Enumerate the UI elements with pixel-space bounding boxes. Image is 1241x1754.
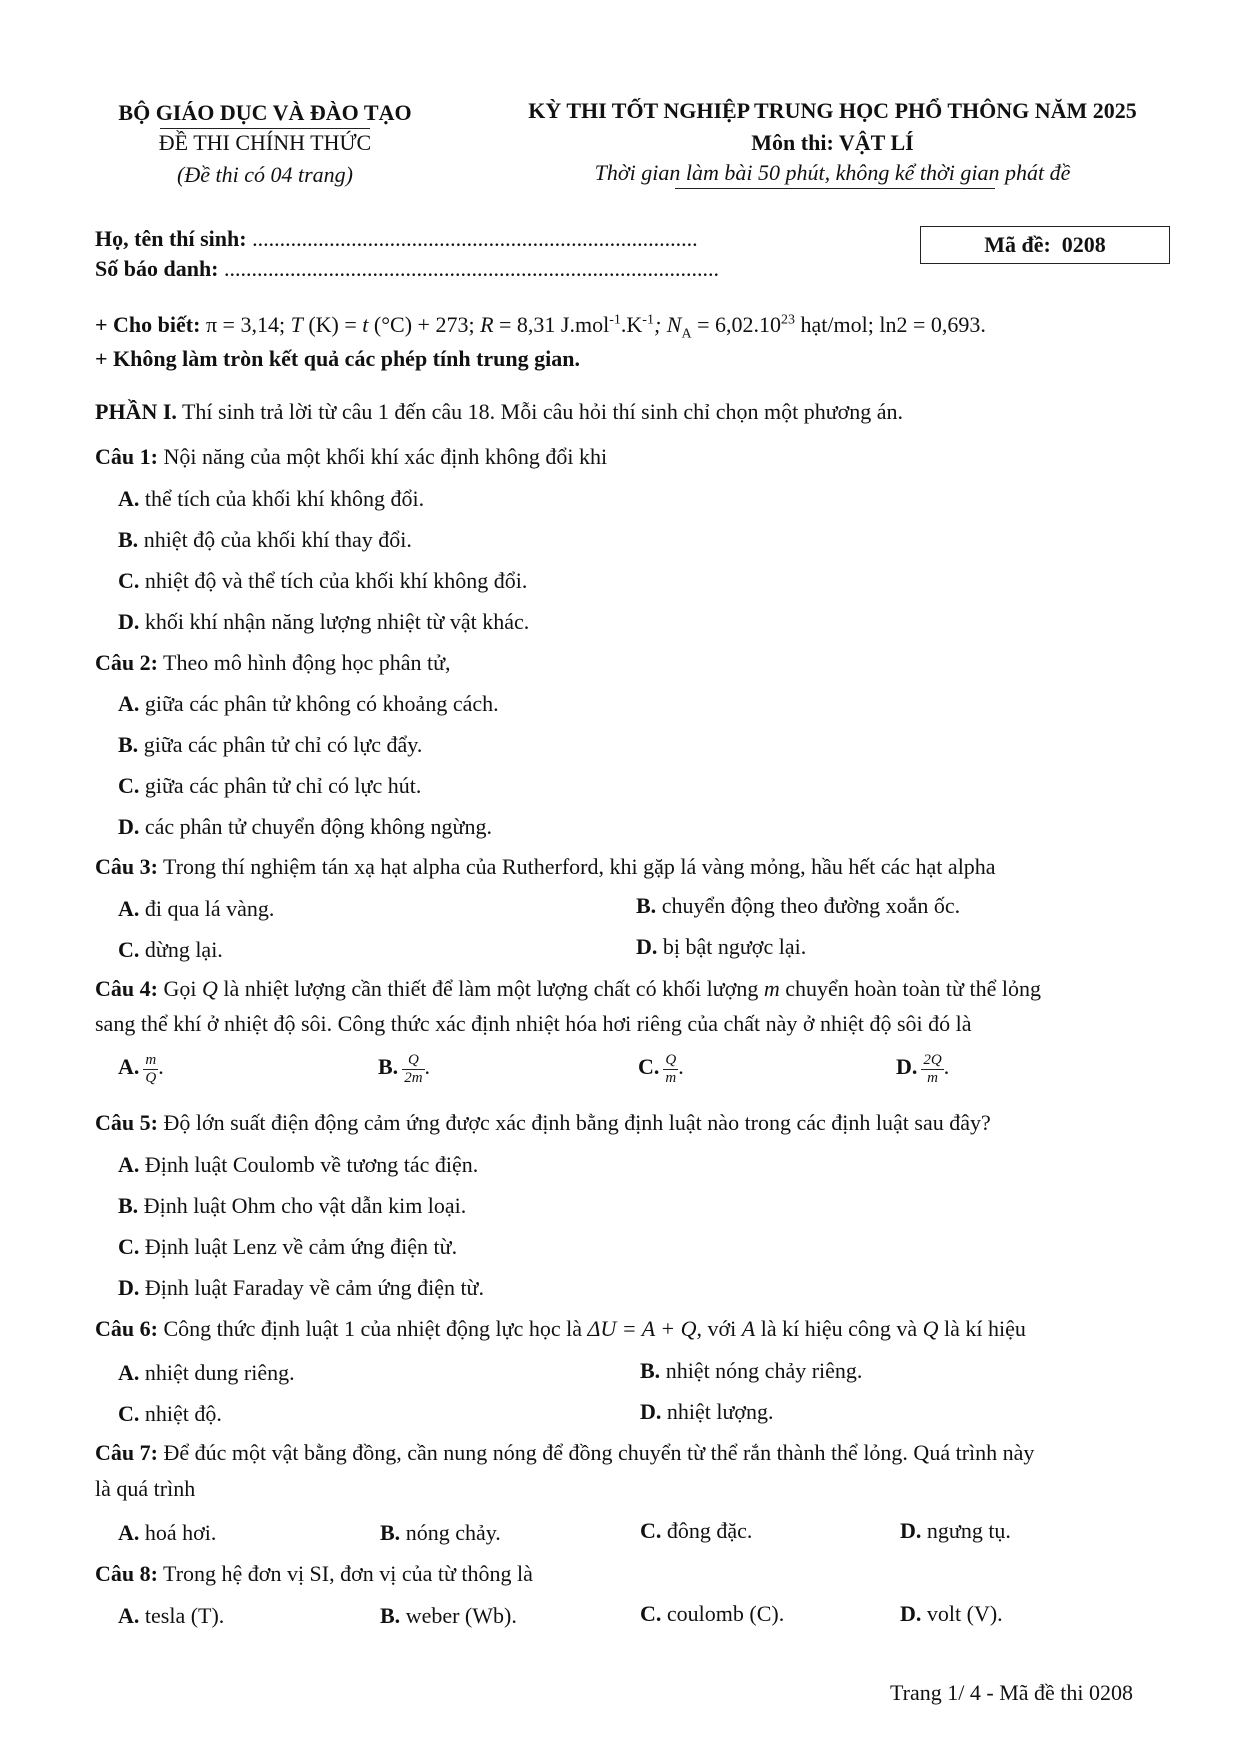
option-text: bị bật ngược lại. xyxy=(662,934,807,959)
question-text: , với xyxy=(696,1316,742,1341)
page-footer: Trang 1/ 4 - Mã đề thi 0208 xyxy=(890,1680,1134,1705)
option-text: dừng lại. xyxy=(144,937,223,962)
option-text: các phân tử chuyển động không ngừng. xyxy=(144,814,492,839)
q2-option-d xyxy=(118,814,492,840)
option-letter: D. xyxy=(640,1399,662,1424)
q6-option-b xyxy=(640,1358,862,1384)
q4-option-c xyxy=(638,1052,684,1086)
candidate-id-row xyxy=(95,256,719,282)
question-label: Câu 2: xyxy=(95,650,158,675)
option-letter: A. xyxy=(118,691,140,716)
question-text: Công thức định luật 1 của nhiệt động lực học là xyxy=(157,1316,588,1341)
question-5-stem xyxy=(95,1110,991,1136)
givens-sup1: -1 xyxy=(609,312,621,328)
givens-pi: π = 3,14; xyxy=(200,312,291,337)
givens-exp: 23 xyxy=(781,312,795,328)
option-text: Định luật Ohm cho vật dẫn kim loại. xyxy=(143,1193,467,1218)
question-7-stem-line2: là quá trình xyxy=(95,1476,196,1501)
option-text: giữa các phân tử chỉ có lực đẩy. xyxy=(143,732,423,757)
question-text: là kí hiệu xyxy=(938,1316,1026,1341)
q1-option-a xyxy=(118,486,424,512)
question-text: là kí hiệu công và xyxy=(755,1316,923,1341)
option-text: chuyển động theo đường xoắn ốc. xyxy=(661,893,961,918)
givens-R-val: = 8,31 J.mol xyxy=(493,312,610,337)
candidate-id-dots: .......................................................................................... xyxy=(224,256,720,281)
question-text: Gọi xyxy=(157,976,202,1001)
question-text: Trong hệ đơn vị SI, đơn vị của từ thông là xyxy=(157,1561,533,1586)
option-letter: A. xyxy=(118,1054,140,1080)
q8-option-d xyxy=(900,1601,1003,1627)
option-letter: B. xyxy=(640,1358,661,1383)
fraction-numerator: Q xyxy=(665,1052,677,1068)
q4-option-d xyxy=(896,1052,949,1086)
period: . xyxy=(158,1054,164,1080)
givens-line xyxy=(95,312,986,342)
q3-option-a xyxy=(118,896,274,922)
q3-option-c xyxy=(118,937,223,963)
question-8-stem xyxy=(95,1561,533,1587)
question-3-stem xyxy=(95,854,996,880)
q5-option-d xyxy=(118,1275,484,1301)
q8-option-b xyxy=(380,1603,517,1629)
part1-instruction xyxy=(95,399,903,425)
fraction-numerator: 2Q xyxy=(923,1052,942,1068)
question-text: Nội năng của một khối khí xác định không đổi khi xyxy=(157,444,608,469)
option-letter: C. xyxy=(118,1401,140,1426)
option-letter: C. xyxy=(118,568,140,593)
option-text: ngưng tụ. xyxy=(926,1518,1011,1543)
option-letter: D. xyxy=(118,609,140,634)
option-letter: A. xyxy=(118,1520,140,1545)
option-text: nhiệt lượng. xyxy=(666,1399,774,1424)
q4-option-a xyxy=(118,1052,164,1086)
option-letter: A. xyxy=(118,896,140,921)
question-label: Câu 3: xyxy=(95,854,158,879)
option-letter: C. xyxy=(640,1518,662,1543)
ministry-name: BỘ GIÁO DỤC VÀ ĐÀO TẠO xyxy=(118,100,412,125)
option-text: hoá hơi. xyxy=(144,1520,217,1545)
option-letter: C. xyxy=(118,1234,140,1259)
option-letter: D. xyxy=(900,1518,922,1543)
option-letter: D. xyxy=(636,934,658,959)
fraction xyxy=(402,1052,424,1086)
question-label: Câu 6: xyxy=(95,1316,158,1341)
option-text: nhiệt dung riêng. xyxy=(144,1360,295,1385)
givens-prefix: + Cho biết: xyxy=(95,312,201,337)
math-symbol: Q xyxy=(201,976,218,1001)
option-letter: A. xyxy=(118,486,140,511)
q7-option-b xyxy=(380,1520,501,1546)
q6-option-c xyxy=(118,1401,222,1427)
givens-NA-val: = 6,02.10 xyxy=(691,312,781,337)
ministry-underline xyxy=(160,128,370,129)
q7-option-d xyxy=(900,1518,1011,1544)
q3-option-b xyxy=(636,893,960,919)
option-letter: D. xyxy=(900,1601,922,1626)
option-text: giữa các phân tử chỉ có lực hút. xyxy=(144,773,422,798)
option-letter: A. xyxy=(118,1152,140,1177)
q2-option-a xyxy=(118,691,499,717)
option-text: volt (V). xyxy=(926,1601,1003,1626)
givens-dotK: .K xyxy=(620,312,643,337)
question-4-stem-line2: sang thể khí ở nhiệt độ sôi. Công thức xác định nhiệt hóa hơi riêng của chất này ở nhiệt độ sôi đó là xyxy=(95,1011,972,1036)
candidate-name-row xyxy=(95,226,698,252)
candidate-name-dots: ................................................................................. xyxy=(252,226,698,251)
option-text: khối khí nhận năng lượng nhiệt từ vật khác. xyxy=(144,609,530,634)
fraction-numerator: m xyxy=(145,1052,157,1068)
option-letter: B. xyxy=(118,527,139,552)
part1-text: Thí sinh trả lời từ câu 1 đến câu 18. Mỗi câu hỏi thí sinh chỉ chọn một phương án. xyxy=(176,399,904,424)
option-letter: B. xyxy=(636,893,657,918)
exam-code-value: 0208 xyxy=(1061,232,1106,257)
pages-note: (Đề thi có 04 trang) xyxy=(177,162,353,187)
q7-option-a xyxy=(118,1520,216,1546)
question-1-stem xyxy=(95,444,607,470)
no-round-note: + Không làm tròn kết quả các phép tính trung gian. xyxy=(95,346,580,371)
option-text: đông đặc. xyxy=(666,1518,753,1543)
fraction-denominator: Q xyxy=(145,1069,157,1086)
option-letter: C. xyxy=(638,1054,660,1080)
math-symbol: Q xyxy=(922,1316,939,1341)
q1-option-b xyxy=(118,527,412,553)
givens-t: t xyxy=(362,312,369,337)
question-label: Câu 7: xyxy=(95,1440,158,1465)
fraction xyxy=(921,1052,943,1086)
option-letter: A. xyxy=(118,1603,140,1628)
question-text: là nhiệt lượng cần thiết để làm một lượng chất có khối lượng xyxy=(217,976,764,1001)
option-letter: B. xyxy=(378,1054,399,1080)
exam-code-box xyxy=(920,226,1170,264)
option-text: nhiệt nóng chảy riêng. xyxy=(665,1358,863,1383)
option-text: nhiệt độ và thể tích của khối khí không đổi. xyxy=(144,568,528,593)
official-label: ĐỀ THI CHÍNH THỨC xyxy=(158,130,372,155)
givens-t-rest: (°C) + 273; xyxy=(368,312,481,337)
option-letter: D. xyxy=(896,1054,918,1080)
givens-NA: ; N xyxy=(653,312,682,337)
option-text: Định luật Faraday về cảm ứng điện từ. xyxy=(144,1275,484,1300)
q1-option-d xyxy=(118,609,529,635)
q3-option-d xyxy=(636,934,806,960)
math-symbol: m xyxy=(763,976,780,1001)
fraction xyxy=(663,1052,678,1086)
q5-option-c xyxy=(118,1234,457,1260)
option-text: nhiệt độ. xyxy=(144,1401,222,1426)
option-text: Định luật Lenz về cảm ứng điện từ. xyxy=(144,1234,458,1259)
option-text: tesla (T). xyxy=(144,1603,225,1628)
candidate-id-label: Số báo danh: xyxy=(95,256,219,281)
option-letter: C. xyxy=(640,1601,662,1626)
q5-option-a xyxy=(118,1152,478,1178)
fraction xyxy=(143,1052,158,1086)
option-letter: D. xyxy=(118,1275,140,1300)
q6-option-d xyxy=(640,1399,774,1425)
option-letter: B. xyxy=(118,1193,139,1218)
option-letter: C. xyxy=(118,773,140,798)
option-text: nhiệt độ của khối khí thay đổi. xyxy=(143,527,412,552)
subject-label: Môn thi: VẬT LÍ xyxy=(751,130,914,155)
option-text: nóng chảy. xyxy=(405,1520,501,1545)
givens-NA-sub: A xyxy=(681,326,692,342)
option-text: thể tích của khối khí không đổi. xyxy=(144,486,425,511)
candidate-name-label: Họ, tên thí sinh: xyxy=(95,226,247,251)
question-text: chuyển hoàn toàn từ thể lỏng xyxy=(779,976,1041,1001)
period: . xyxy=(678,1054,684,1080)
givens-sup2: -1 xyxy=(642,312,654,328)
question-6-stem xyxy=(95,1316,1026,1342)
givens-tail: hạt/mol; ln2 = 0,693. xyxy=(795,312,986,337)
math-formula: ΔU = A + Q xyxy=(587,1316,697,1341)
q6-option-a xyxy=(118,1360,295,1386)
question-label: Câu 8: xyxy=(95,1561,158,1586)
option-letter: B. xyxy=(380,1520,401,1545)
exam-title: KỲ THI TỐT NGHIỆP TRUNG HỌC PHỔ THÔNG NĂM 2025 xyxy=(528,98,1137,123)
question-label: Câu 5: xyxy=(95,1110,158,1135)
option-text: weber (Wb). xyxy=(405,1603,517,1628)
question-text: Để đúc một vật bằng đồng, cần nung nóng để đồng chuyển từ thể rắn thành thể lỏng. Quá trình này xyxy=(157,1440,1035,1465)
time-note: Thời gian làm bài 50 phút, không kể thời gian phát đề xyxy=(594,160,1071,185)
question-text: Trong thí nghiệm tán xạ hạt alpha của Rutherford, khi gặp lá vàng mỏng, hầu hết các hạt alpha xyxy=(157,854,996,879)
question-7-stem xyxy=(95,1440,1034,1466)
option-text: Định luật Coulomb về tương tác điện. xyxy=(144,1152,479,1177)
question-text: Theo mô hình động học phân tử, xyxy=(157,650,451,675)
option-text: giữa các phân tử không có khoảng cách. xyxy=(144,691,499,716)
option-letter: D. xyxy=(118,814,140,839)
option-letter: B. xyxy=(118,732,139,757)
q7-option-c xyxy=(640,1518,752,1544)
fraction-denominator: m xyxy=(927,1069,938,1086)
option-letter: A. xyxy=(118,1360,140,1385)
q1-option-c xyxy=(118,568,527,594)
option-letter: B. xyxy=(380,1603,401,1628)
exam-code-label: Mã đề: xyxy=(984,232,1051,257)
question-label: Câu 1: xyxy=(95,444,158,469)
question-label: Câu 4: xyxy=(95,976,158,1001)
math-symbol: A xyxy=(741,1316,756,1341)
fraction-denominator: 2m xyxy=(404,1069,423,1086)
question-4-stem xyxy=(95,976,1041,1002)
option-text: đi qua lá vàng. xyxy=(144,896,275,921)
q4-option-b xyxy=(378,1052,430,1086)
question-2-stem xyxy=(95,650,451,676)
givens-R: R xyxy=(480,312,494,337)
period: . xyxy=(424,1054,431,1080)
time-underline xyxy=(675,188,995,189)
givens-T: T xyxy=(290,312,303,337)
q2-option-b xyxy=(118,732,422,758)
fraction-numerator: Q xyxy=(402,1052,424,1070)
option-text: coulomb (C). xyxy=(666,1601,785,1626)
givens-t-eq: (K) = xyxy=(302,312,363,337)
option-letter: C. xyxy=(118,937,140,962)
q5-option-b xyxy=(118,1193,466,1219)
fraction-denominator: m xyxy=(665,1069,677,1086)
q2-option-c xyxy=(118,773,421,799)
question-text: Độ lớn suất điện động cảm ứng được xác định bằng định luật nào trong các định luật sau đây? xyxy=(157,1110,991,1135)
q8-option-a xyxy=(118,1603,224,1629)
period: . xyxy=(943,1054,950,1080)
q8-option-c xyxy=(640,1601,784,1627)
part1-label: PHẦN I. xyxy=(95,399,177,424)
